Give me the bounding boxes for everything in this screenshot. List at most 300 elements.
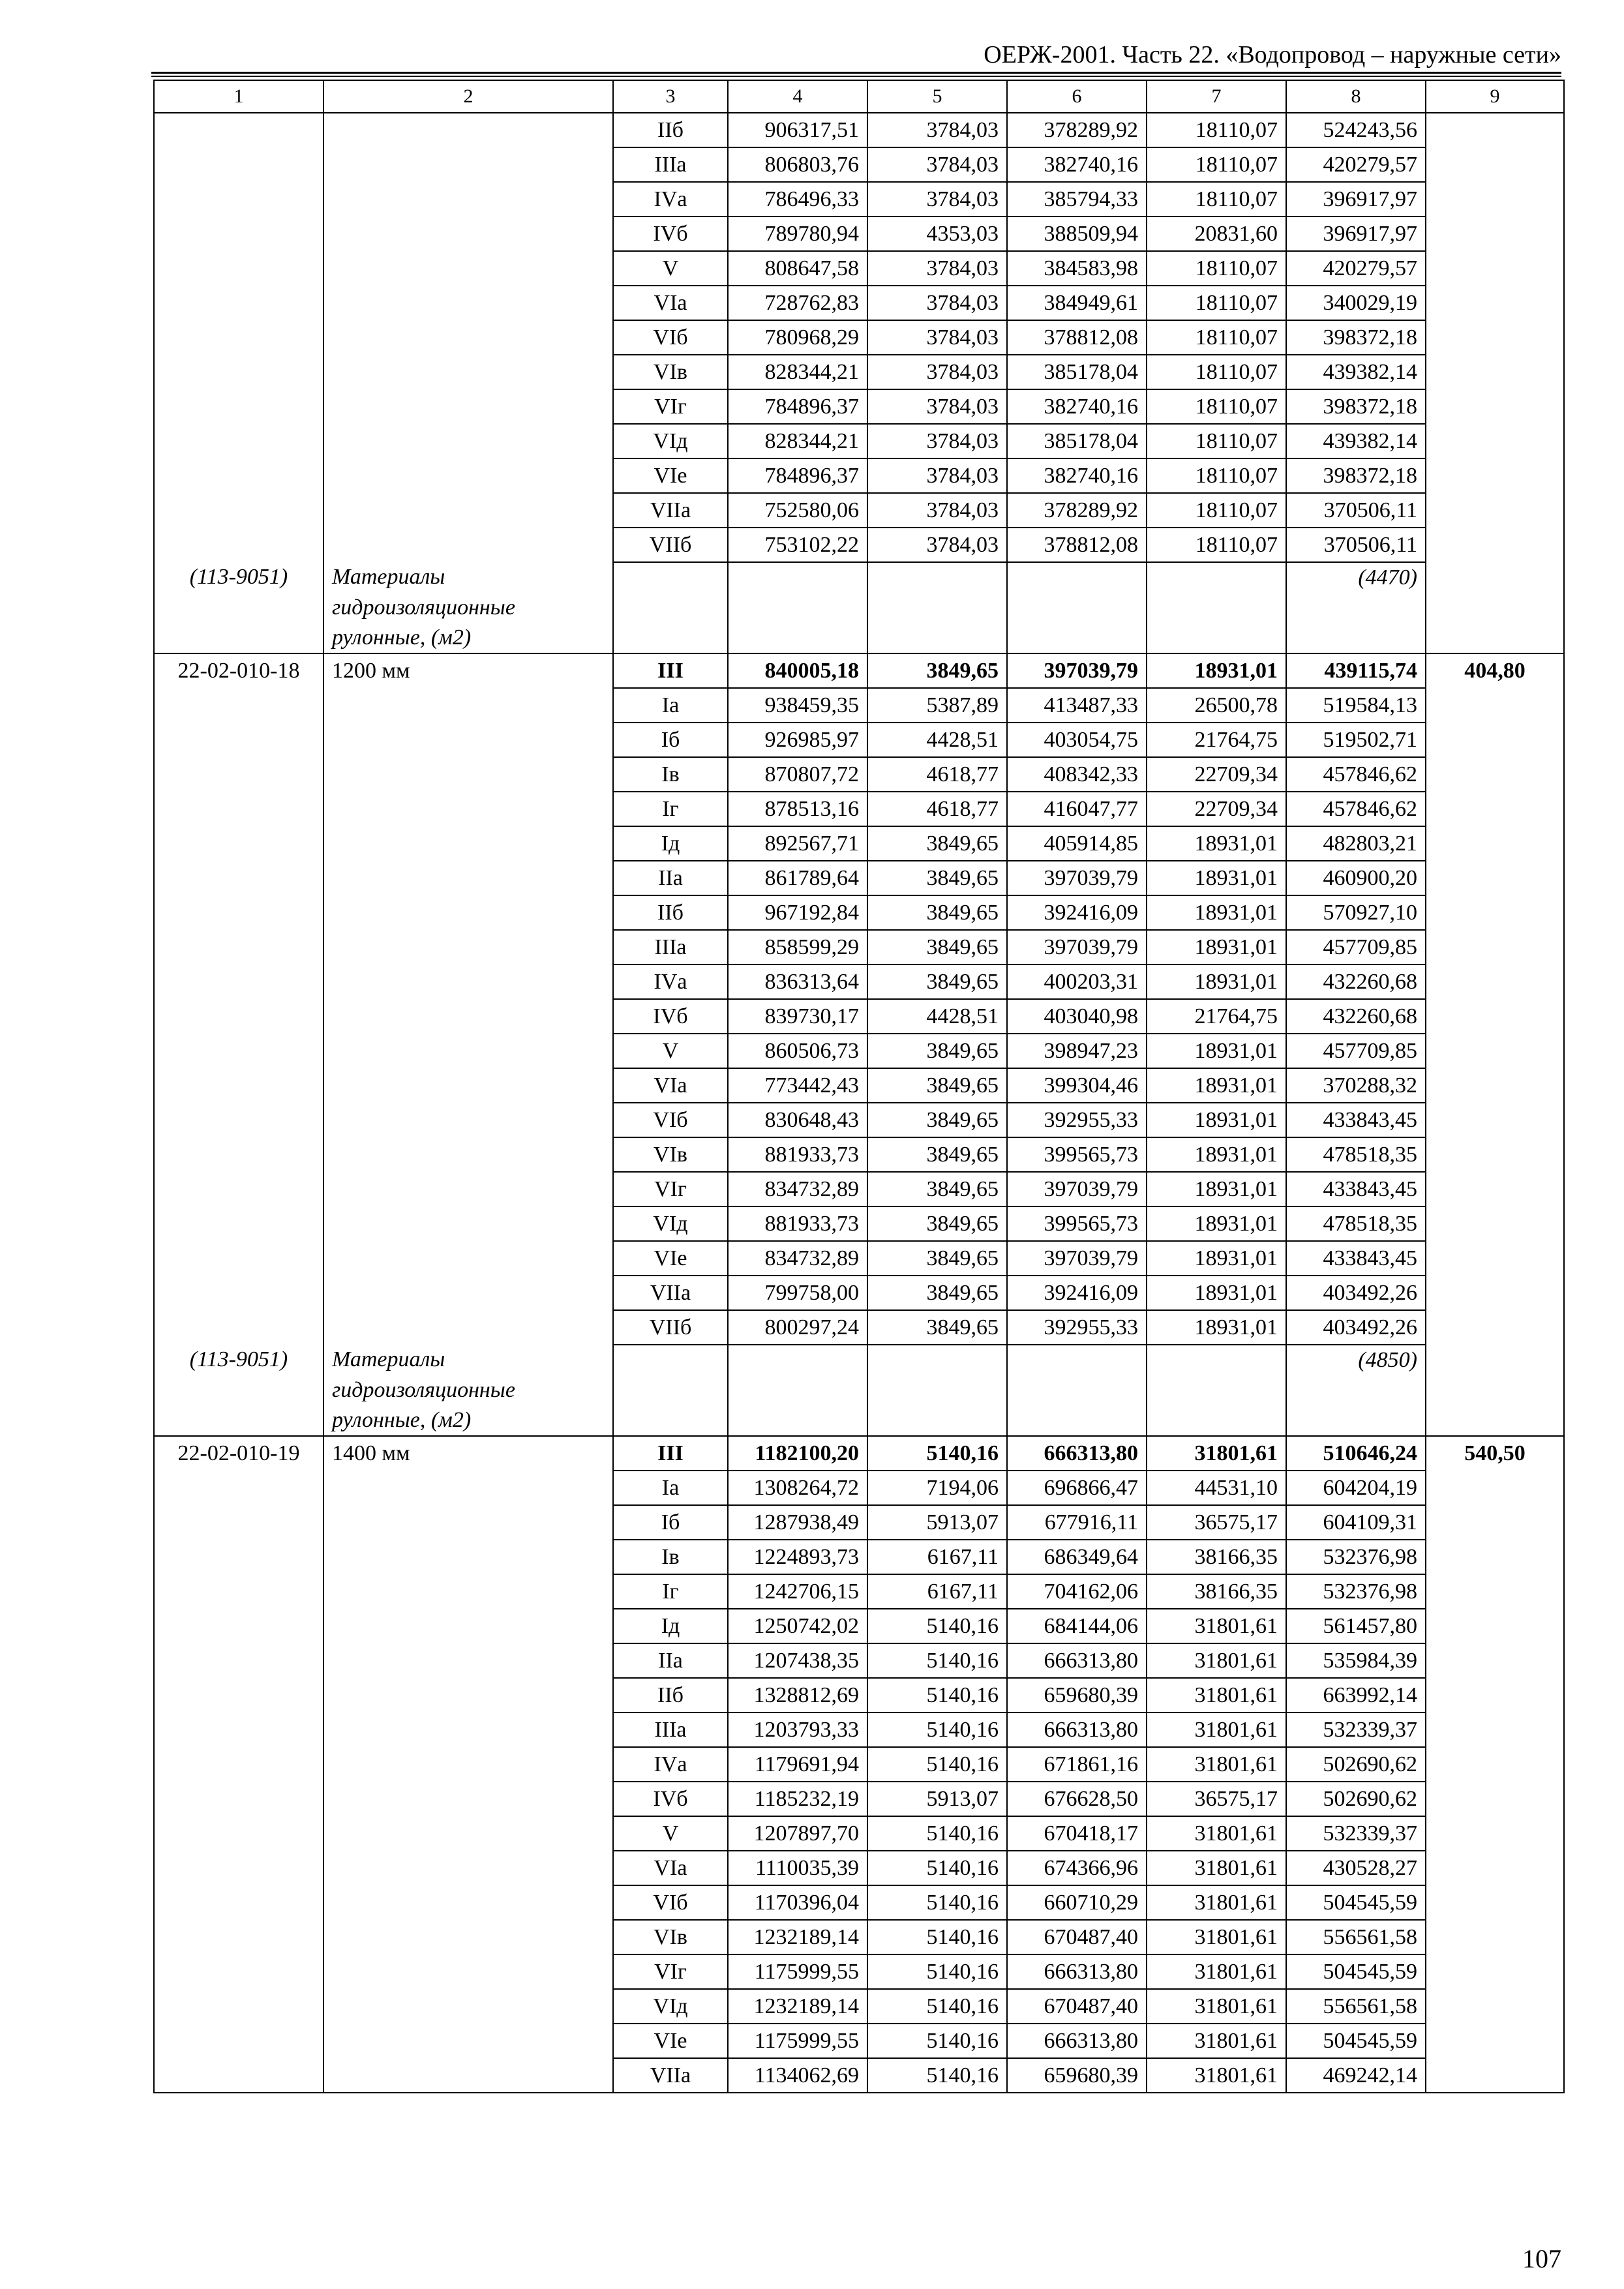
table-row [154, 320, 1564, 355]
machines-cell: 399565,73 [1007, 1137, 1147, 1172]
machine-wages-cell: 18931,01 [1147, 1034, 1286, 1068]
direct-cost-cell: 926985,97 [728, 723, 867, 757]
direct-cost-cell: 728762,83 [728, 286, 867, 320]
zone-cell: Iа [613, 688, 728, 723]
machines-cell: 696866,47 [1007, 1471, 1147, 1505]
machines-cell: 686349,64 [1007, 1540, 1147, 1574]
materials-cell: 460900,20 [1286, 861, 1426, 895]
wages-cell: 5140,16 [867, 1678, 1007, 1713]
wages-cell: 3849,65 [867, 965, 1007, 999]
zone-cell: Iг [613, 792, 728, 826]
machine-wages-cell: 18110,07 [1147, 389, 1286, 424]
norm-code-cell [154, 826, 323, 861]
header-rule-bottom [151, 76, 1561, 77]
norm-code-cell: 22-02-010-19 [154, 1436, 323, 1471]
work-name-cell [323, 355, 613, 389]
wages-cell: 3849,65 [867, 1172, 1007, 1206]
wages-cell: 3784,03 [867, 182, 1007, 217]
norm-code-cell [154, 1103, 323, 1137]
direct-cost-cell: 780968,29 [728, 320, 867, 355]
norm-code-cell [154, 1643, 323, 1678]
labor-cost-cell [1426, 286, 1564, 320]
materials-cell: 504545,59 [1286, 1885, 1426, 1920]
resource-code [154, 1375, 323, 1405]
direct-cost-cell: 786496,33 [728, 182, 867, 217]
materials-cell: 556561,58 [1286, 1989, 1426, 2024]
table-row [154, 1471, 1564, 1505]
direct-cost-cell: 784896,37 [728, 458, 867, 493]
machines-cell: 674366,96 [1007, 1851, 1147, 1885]
materials-cell: 504545,59 [1286, 1954, 1426, 1989]
machines-cell: 378812,08 [1007, 320, 1147, 355]
direct-cost-cell: 858599,29 [728, 930, 867, 965]
work-name-cell [323, 861, 613, 895]
zone-cell: V [613, 1816, 728, 1851]
machines-cell: 403040,98 [1007, 999, 1147, 1034]
direct-cost-cell: 799758,00 [728, 1276, 867, 1310]
zone-cell: IIб [613, 113, 728, 147]
work-name-cell [323, 1276, 613, 1310]
work-name-cell [323, 286, 613, 320]
direct-cost-cell: 808647,58 [728, 251, 867, 286]
table-row [154, 1954, 1564, 1989]
machines-cell: 405914,85 [1007, 826, 1147, 861]
empty-cell [1426, 623, 1564, 653]
norm-code-cell [154, 1241, 323, 1276]
table-row [154, 1034, 1564, 1068]
wages-cell: 5140,16 [867, 1609, 1007, 1643]
work-name-cell [323, 1574, 613, 1609]
work-name-cell [323, 320, 613, 355]
wages-cell: 3849,65 [867, 1206, 1007, 1241]
machine-wages-cell: 18931,01 [1147, 895, 1286, 930]
labor-cost-cell [1426, 1103, 1564, 1137]
table-row [154, 1885, 1564, 1920]
wages-cell: 3849,65 [867, 895, 1007, 930]
wages-cell: 3849,65 [867, 826, 1007, 861]
machine-wages-cell: 31801,61 [1147, 1885, 1286, 1920]
machines-cell: 397039,79 [1007, 861, 1147, 895]
direct-cost-cell: 1242706,15 [728, 1574, 867, 1609]
norm-code-cell [154, 1851, 323, 1885]
machine-wages-cell: 21764,75 [1147, 723, 1286, 757]
zone-cell: VIе [613, 1241, 728, 1276]
labor-cost-cell [1426, 1989, 1564, 2024]
zone-cell: IVа [613, 1747, 728, 1782]
norm-code-cell [154, 930, 323, 965]
work-name-cell [323, 389, 613, 424]
materials-cell: 519502,71 [1286, 723, 1426, 757]
norm-code-cell [154, 1137, 323, 1172]
direct-cost-cell: 870807,72 [728, 757, 867, 792]
norm-code-cell [154, 251, 323, 286]
work-name-cell [323, 1609, 613, 1643]
empty-cell [613, 623, 728, 653]
table-row [154, 217, 1564, 251]
labor-cost-cell [1426, 688, 1564, 723]
zone-cell: VIIа [613, 1276, 728, 1310]
machine-wages-cell: 31801,61 [1147, 1713, 1286, 1747]
work-name-cell [323, 528, 613, 562]
work-name-cell [323, 965, 613, 999]
norm-code-cell [154, 792, 323, 826]
wages-cell: 3849,65 [867, 1310, 1007, 1345]
labor-cost-cell [1426, 424, 1564, 458]
table-row [154, 1713, 1564, 1747]
materials-cell: 570927,10 [1286, 895, 1426, 930]
column-number: 6 [1007, 80, 1147, 113]
machine-wages-cell: 44531,10 [1147, 1471, 1286, 1505]
machine-wages-cell: 31801,61 [1147, 1436, 1286, 1471]
materials-cell: 663992,14 [1286, 1678, 1426, 1713]
norm-code-cell [154, 1034, 323, 1068]
direct-cost-cell: 1175999,55 [728, 1954, 867, 1989]
materials-cell: 396917,97 [1286, 182, 1426, 217]
materials-cell: 403492,26 [1286, 1310, 1426, 1345]
zone-cell: VIа [613, 1851, 728, 1885]
labor-cost-cell [1426, 757, 1564, 792]
materials-cell: 457846,62 [1286, 792, 1426, 826]
labor-cost-cell [1426, 861, 1564, 895]
machine-wages-cell: 36575,17 [1147, 1505, 1286, 1540]
table-row [154, 653, 1564, 688]
machine-wages-cell: 18931,01 [1147, 653, 1286, 688]
zone-cell: IIIа [613, 930, 728, 965]
table-row [154, 688, 1564, 723]
machines-cell: 378812,08 [1007, 528, 1147, 562]
resource-quantity [1286, 593, 1426, 623]
table-row [154, 1137, 1564, 1172]
machine-wages-cell: 18931,01 [1147, 1310, 1286, 1345]
direct-cost-cell: 1308264,72 [728, 1471, 867, 1505]
machine-wages-cell: 31801,61 [1147, 1954, 1286, 1989]
wages-cell: 3849,65 [867, 930, 1007, 965]
materials-cell: 532376,98 [1286, 1574, 1426, 1609]
materials-cell: 433843,45 [1286, 1241, 1426, 1276]
materials-cell: 432260,68 [1286, 999, 1426, 1034]
column-number: 4 [728, 80, 867, 113]
machines-cell: 659680,39 [1007, 2058, 1147, 2093]
resource-quantity [1286, 1375, 1426, 1405]
page-number: 107 [1522, 2244, 1561, 2273]
resource-row [154, 562, 1564, 593]
machines-cell: 413487,33 [1007, 688, 1147, 723]
machine-wages-cell: 31801,61 [1147, 1678, 1286, 1713]
norm-code-cell [154, 1678, 323, 1713]
empty-cell [613, 1345, 728, 1375]
norm-code-cell [154, 1068, 323, 1103]
direct-cost-cell: 789780,94 [728, 217, 867, 251]
machine-wages-cell: 18110,07 [1147, 147, 1286, 182]
direct-cost-cell: 861789,64 [728, 861, 867, 895]
materials-cell: 433843,45 [1286, 1172, 1426, 1206]
machine-wages-cell: 31801,61 [1147, 2024, 1286, 2058]
materials-cell: 457846,62 [1286, 757, 1426, 792]
machine-wages-cell: 31801,61 [1147, 1609, 1286, 1643]
zone-cell: VIб [613, 320, 728, 355]
norm-code-cell [154, 965, 323, 999]
table-row [154, 1989, 1564, 2024]
labor-cost-cell [1426, 147, 1564, 182]
labor-cost-cell [1426, 320, 1564, 355]
table-row [154, 493, 1564, 528]
wages-cell: 5140,16 [867, 1851, 1007, 1885]
machines-cell: 671861,16 [1007, 1747, 1147, 1782]
machine-wages-cell: 18110,07 [1147, 251, 1286, 286]
work-name-cell [323, 1920, 613, 1954]
empty-cell [728, 593, 867, 623]
norm-code-cell [154, 458, 323, 493]
labor-cost-cell [1426, 792, 1564, 826]
labor-cost-cell [1426, 1643, 1564, 1678]
wages-cell: 3784,03 [867, 251, 1007, 286]
labor-cost-cell [1426, 1678, 1564, 1713]
norm-code-cell [154, 1540, 323, 1574]
header-rule-top [151, 72, 1561, 74]
machine-wages-cell: 31801,61 [1147, 1989, 1286, 2024]
norm-code-cell [154, 1954, 323, 1989]
work-name-cell [323, 1103, 613, 1137]
materials-cell: 396917,97 [1286, 217, 1426, 251]
resource-name-line: Материалы [323, 562, 613, 593]
labor-cost-cell [1426, 528, 1564, 562]
empty-cell [728, 1405, 867, 1436]
machine-wages-cell: 18931,01 [1147, 861, 1286, 895]
table-row [154, 1747, 1564, 1782]
labor-cost-cell [1426, 1137, 1564, 1172]
materials-cell: 439382,14 [1286, 355, 1426, 389]
empty-cell [1147, 593, 1286, 623]
machines-cell: 397039,79 [1007, 653, 1147, 688]
work-name-cell [323, 1540, 613, 1574]
norm-code-cell [154, 286, 323, 320]
materials-cell: 457709,85 [1286, 1034, 1426, 1068]
machines-cell: 684144,06 [1007, 1609, 1147, 1643]
direct-cost-cell: 1170396,04 [728, 1885, 867, 1920]
column-number: 8 [1286, 80, 1426, 113]
wages-cell: 5140,16 [867, 2058, 1007, 2093]
labor-cost-cell [1426, 930, 1564, 965]
norm-code-cell: 22-02-010-18 [154, 653, 323, 688]
direct-cost-cell: 906317,51 [728, 113, 867, 147]
column-number: 3 [613, 80, 728, 113]
work-name-cell [323, 2024, 613, 2058]
norm-code-cell [154, 1989, 323, 2024]
work-name-cell [323, 1713, 613, 1747]
work-name-cell [323, 1034, 613, 1068]
empty-cell [1007, 593, 1147, 623]
price-table [153, 80, 1565, 2093]
wages-cell: 4428,51 [867, 999, 1007, 1034]
labor-cost-cell [1426, 1747, 1564, 1782]
wages-cell: 6167,11 [867, 1574, 1007, 1609]
running-header: ОЕРЖ-2001. Часть 22. «Водопровод – наружные сети» [984, 41, 1561, 68]
machines-cell: 392955,33 [1007, 1103, 1147, 1137]
zone-cell: Iб [613, 1505, 728, 1540]
empty-cell [867, 623, 1007, 653]
labor-cost-cell [1426, 1920, 1564, 1954]
zone-cell: Iд [613, 1609, 728, 1643]
materials-cell: 604204,19 [1286, 1471, 1426, 1505]
work-name-cell [323, 1989, 613, 2024]
direct-cost-cell: 840005,18 [728, 653, 867, 688]
materials-cell: 432260,68 [1286, 965, 1426, 999]
table-row [154, 1574, 1564, 1609]
machine-wages-cell: 18931,01 [1147, 1276, 1286, 1310]
machines-cell: 397039,79 [1007, 1172, 1147, 1206]
work-name-cell [323, 1310, 613, 1345]
machines-cell: 670487,40 [1007, 1920, 1147, 1954]
empty-cell [728, 623, 867, 653]
machines-cell: 392955,33 [1007, 1310, 1147, 1345]
materials-cell: 535984,39 [1286, 1643, 1426, 1678]
materials-cell: 398372,18 [1286, 458, 1426, 493]
work-name-cell [323, 1782, 613, 1816]
work-name-cell [323, 424, 613, 458]
wages-cell: 4353,03 [867, 217, 1007, 251]
machine-wages-cell: 38166,35 [1147, 1574, 1286, 1609]
wages-cell: 3784,03 [867, 424, 1007, 458]
direct-cost-cell: 830648,43 [728, 1103, 867, 1137]
machine-wages-cell: 38166,35 [1147, 1540, 1286, 1574]
wages-cell: 3784,03 [867, 528, 1007, 562]
machine-wages-cell: 18110,07 [1147, 320, 1286, 355]
work-name-cell [323, 826, 613, 861]
resource-row [154, 623, 1564, 653]
machines-cell: 666313,80 [1007, 1643, 1147, 1678]
zone-cell: VIг [613, 1172, 728, 1206]
wages-cell: 5387,89 [867, 688, 1007, 723]
column-number: 2 [323, 80, 613, 113]
machines-cell: 677916,11 [1007, 1505, 1147, 1540]
table-row [154, 2024, 1564, 2058]
materials-cell: 502690,62 [1286, 1782, 1426, 1816]
labor-cost-cell [1426, 723, 1564, 757]
table-row [154, 1436, 1564, 1471]
work-name-cell [323, 1471, 613, 1505]
resource-row [154, 1405, 1564, 1436]
labor-cost-cell [1426, 1241, 1564, 1276]
empty-cell [1147, 1375, 1286, 1405]
zone-cell: IIа [613, 1643, 728, 1678]
zone-cell: VIд [613, 1989, 728, 2024]
labor-cost-cell [1426, 389, 1564, 424]
table-row [154, 1643, 1564, 1678]
direct-cost-cell: 1110035,39 [728, 1851, 867, 1885]
zone-cell: IIа [613, 861, 728, 895]
norm-code-cell [154, 723, 323, 757]
machines-cell: 382740,16 [1007, 147, 1147, 182]
empty-cell [1147, 1405, 1286, 1436]
work-name-cell [323, 723, 613, 757]
labor-cost-cell [1426, 1816, 1564, 1851]
resource-code [154, 593, 323, 623]
materials-cell: 502690,62 [1286, 1747, 1426, 1782]
materials-cell: 482803,21 [1286, 826, 1426, 861]
zone-cell: Iг [613, 1574, 728, 1609]
labor-cost-cell [1426, 493, 1564, 528]
table-row [154, 1505, 1564, 1540]
labor-cost-cell [1426, 999, 1564, 1034]
labor-cost-cell [1426, 182, 1564, 217]
empty-cell [867, 1375, 1007, 1405]
labor-cost-cell [1426, 355, 1564, 389]
machine-wages-cell: 22709,34 [1147, 792, 1286, 826]
direct-cost-cell: 881933,73 [728, 1137, 867, 1172]
resource-quantity [1286, 1405, 1426, 1436]
direct-cost-cell: 834732,89 [728, 1241, 867, 1276]
table-row [154, 895, 1564, 930]
resource-quantity: (4470) [1286, 562, 1426, 593]
wages-cell: 3849,65 [867, 653, 1007, 688]
direct-cost-cell: 839730,17 [728, 999, 867, 1034]
machines-cell: 704162,06 [1007, 1574, 1147, 1609]
norm-code-cell [154, 999, 323, 1034]
norm-code-cell [154, 1782, 323, 1816]
labor-cost-cell [1426, 1885, 1564, 1920]
direct-cost-cell: 1207897,70 [728, 1816, 867, 1851]
work-name-cell [323, 1816, 613, 1851]
work-name-cell [323, 1954, 613, 1989]
work-name-cell [323, 1885, 613, 1920]
empty-cell [1426, 593, 1564, 623]
norm-code-cell [154, 355, 323, 389]
empty-cell [613, 1375, 728, 1405]
machines-cell: 408342,33 [1007, 757, 1147, 792]
materials-cell: 403492,26 [1286, 1276, 1426, 1310]
norm-code-cell [154, 688, 323, 723]
labor-cost-cell [1426, 1954, 1564, 1989]
work-name-cell [323, 1851, 613, 1885]
materials-cell: 532376,98 [1286, 1540, 1426, 1574]
norm-code-cell [154, 1310, 323, 1345]
table-row [154, 355, 1564, 389]
machine-wages-cell: 18931,01 [1147, 1206, 1286, 1241]
norm-code-cell [154, 424, 323, 458]
zone-cell: VIа [613, 286, 728, 320]
machine-wages-cell: 18931,01 [1147, 1103, 1286, 1137]
machine-wages-cell: 36575,17 [1147, 1782, 1286, 1816]
norm-code-cell [154, 217, 323, 251]
materials-cell: 457709,85 [1286, 930, 1426, 965]
direct-cost-cell: 1232189,14 [728, 1989, 867, 2024]
empty-cell [728, 562, 867, 593]
materials-cell: 604109,31 [1286, 1505, 1426, 1540]
work-name-cell [323, 1068, 613, 1103]
materials-cell: 370506,11 [1286, 493, 1426, 528]
work-name-cell: 1200 мм [323, 653, 613, 688]
materials-cell: 370288,32 [1286, 1068, 1426, 1103]
materials-cell: 510646,24 [1286, 1436, 1426, 1471]
wages-cell: 3784,03 [867, 113, 1007, 147]
materials-cell: 439382,14 [1286, 424, 1426, 458]
work-name-cell [323, 1678, 613, 1713]
zone-cell: VIIа [613, 493, 728, 528]
table-row [154, 1206, 1564, 1241]
direct-cost-cell: 1185232,19 [728, 1782, 867, 1816]
norm-code-cell [154, 1920, 323, 1954]
machine-wages-cell: 18110,07 [1147, 424, 1286, 458]
machine-wages-cell: 18931,01 [1147, 930, 1286, 965]
machines-cell: 384949,61 [1007, 286, 1147, 320]
norm-code-cell [154, 1206, 323, 1241]
resource-code: (113-9051) [154, 562, 323, 593]
norm-code-cell [154, 1713, 323, 1747]
machines-cell: 392416,09 [1007, 895, 1147, 930]
machines-cell: 676628,50 [1007, 1782, 1147, 1816]
table-row [154, 1172, 1564, 1206]
zone-cell: III [613, 653, 728, 688]
